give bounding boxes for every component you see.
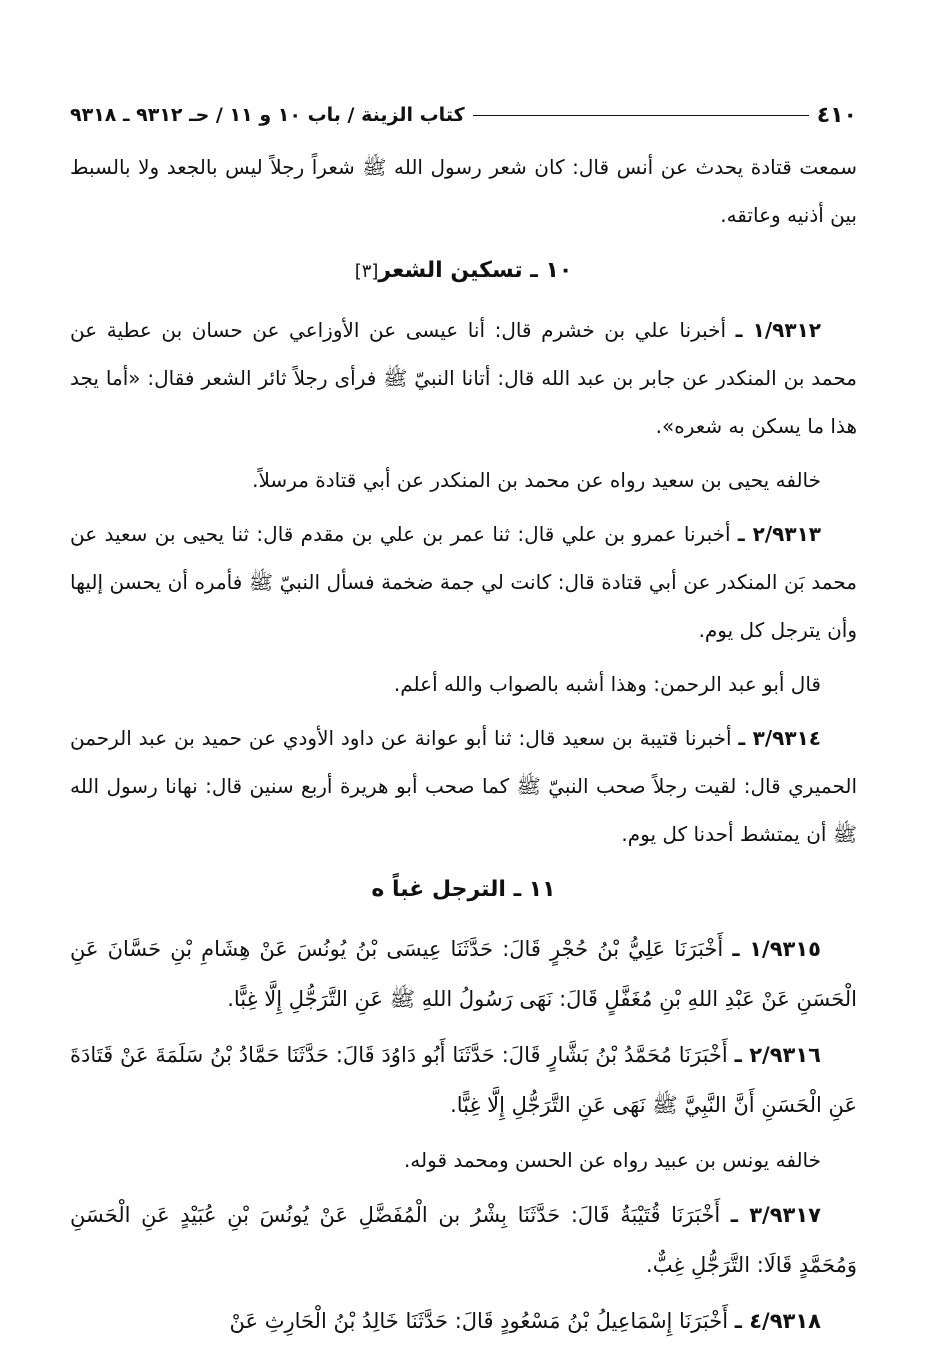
- hadith-number: ٣/٩٣١٧ ـ: [730, 1203, 821, 1227]
- commentary-note: [70, 456, 857, 504]
- paragraph-text: سمعت قتادة يحدث عن أنس قال: كان شعر رسول الله ﷺ شعراً رجلاً ليس بالجعد ولا بالسبط بين أذنيه وعاتقه.: [70, 155, 857, 227]
- running-title: كتاب الزينة / باب ١٠ و ١١ / حـ ٩٣١٢ ـ ٩٣١٨: [70, 104, 465, 126]
- continued-paragraph: [70, 143, 857, 239]
- note-text: خالفه يونس بن عبيد رواه عن الحسن ومحمد قوله.: [403, 1148, 821, 1172]
- note-text: قال أبو عبد الرحمن: وهذا أشبه بالصواب والله أعلم.: [393, 672, 821, 696]
- hadith-9318: [70, 1296, 857, 1346]
- hadith-text: أخبرنا علي بن خشرم قال: أنا عيسى عن الأوزاعي عن حسان بن عطية عن محمد بن المنكدر عن جابر بن عبد الله قال: أتانا النبيّ ﷺ فرأى رجلاً ثائر الشعر فقال: «أما يجد هذا ما يسكن به شعره».: [70, 318, 857, 438]
- header-rule: [473, 115, 809, 116]
- commentary-note: [70, 1136, 857, 1184]
- hadith-text: أخبرنا عمرو بن علي قال: ثنا عمر بن علي بن مقدم قال: ثنا يحيى بن سعيد عن محمد بَن المنكدر عن أبي قتادة قال: كانت لي جمة ضخمة فسأل النبيّ ﷺ فأمره أن يحسن إليها وأن يترجل كل يوم.: [70, 522, 857, 642]
- hadith-number: ٢/٩٣١٦ ـ: [734, 1043, 821, 1067]
- chapter-heading-10: [70, 245, 857, 298]
- hadith-text: أَخْبَرَنَا عَلِيُّ بْنُ حُجْرٍ قَالَ: حَدَّثَنَا عِيسَى بْنُ يُونُسَ عَنْ هِشَامِ بْنِ حَسَّانَ عَنِ الْحَسَنِ عَنْ عَبْدِ اللهِ بْنِ مُغَفَّلٍ قَالَ: نَهَى رَسُولُ اللهِ ﷺ عَنِ التَّرَجُّلِ إِلَّا غِبًّا.: [70, 937, 857, 1011]
- hadith-text: أَخْبَرَنَا إِسْمَاعِيلُ بْنُ مَسْعُودٍ قَالَ: حَدَّثَنَا خَالِدُ بْنُ الْحَارِثِ عَنْ: [229, 1309, 729, 1333]
- hadith-number: ٤/٩٣١٨ ـ: [734, 1309, 821, 1333]
- hadith-number: ٣/٩٣١٤ ـ: [738, 726, 821, 750]
- running-head: [70, 95, 857, 135]
- chapter-heading-11: [70, 864, 857, 916]
- page-number: ٤١٠: [816, 102, 857, 128]
- hadith-number: ١/٩٣١٥ ـ: [732, 937, 821, 961]
- hadith-9314: [70, 714, 857, 858]
- hadith-9315: [70, 924, 857, 1024]
- hadith-number: ١/٩٣١٢ ـ: [735, 318, 821, 342]
- hadith-9313: [70, 510, 857, 654]
- hadith-text: أَخْبَرَنَا قُتَيْبَةُ قَالَ: حَدَّثَنَا بِشْرُ بن الْمُفَضَّلِ عَنْ يُونُسَ بْنِ عُبَيْدٍ عَنِ الْحَسَنِ وَمُحَمَّدٍ قَالَا: التَّرَجُّلِ غِبٌّ.: [70, 1203, 857, 1277]
- hadith-9312: [70, 306, 857, 450]
- commentary-note: [70, 660, 857, 708]
- note-text: خالفه يحيى بن سعيد رواه عن محمد بن المنكدر عن أبي قتادة مرسلاً.: [252, 468, 821, 492]
- hadith-9317: [70, 1190, 857, 1290]
- book-page: [70, 95, 857, 1352]
- hadith-text: أَخْبَرَنَا مُحَمَّدُ بْنُ بَشَّارٍ قَالَ: حَدَّثَنَا أَبُو دَاوُدَ قَالَ: حَدَّثَنَا حَمَّادُ بْنُ سَلَمَةَ عَنْ قَتَادَةَ عَنِ الْحَسَنِ أَنَّ النَّبِيَّ ﷺ نَهَى عَنِ التَّرَجُّلِ إِلَّا غِبًّا.: [70, 1043, 857, 1117]
- hadith-text: أخبرنا قتيبة بن سعيد قال: ثنا أبو عوانة عن داود الأودي عن حميد بن عبد الرحمن الحميري قال: لقيت رجلاً صحب النبيّ ﷺ كما صحب أبو هريرة أربع سنين قال: نهانا رسول الله ﷺ أن يمتشط أحدنا كل يوم.: [70, 726, 857, 846]
- chapter-title: ١١ ـ الترجل غباً ه: [371, 877, 556, 902]
- hadith-number: ٢/٩٣١٣ ـ: [737, 522, 821, 546]
- chapter-title: ١٠ ـ تسكين الشعر: [378, 258, 573, 283]
- hadith-9316: [70, 1030, 857, 1130]
- footnote-marker: [٣]: [354, 261, 379, 282]
